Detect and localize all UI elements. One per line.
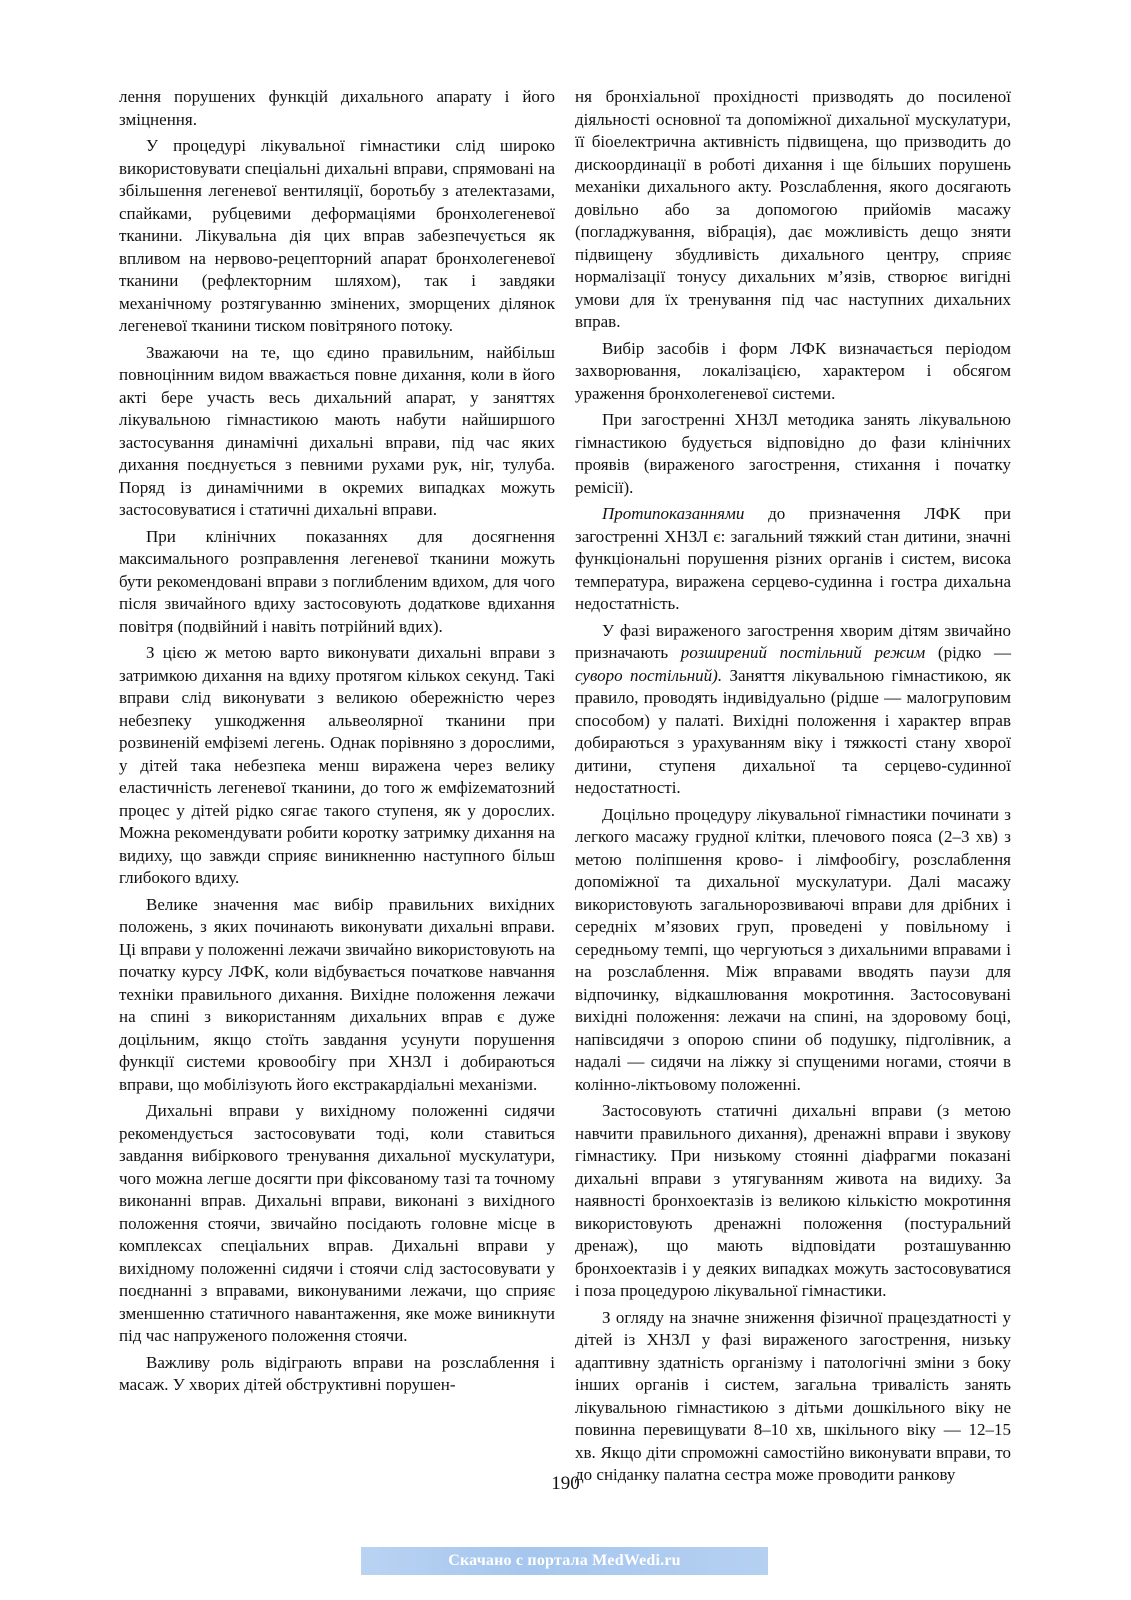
paragraph: ня бронхіальної прохідності призводять до посиленої діяльності основної та допоміжної дихальної мускулатури, її біоелектрична активність підвищена, що призводить до дискоординації в роботі дихання і ще більших порушень механіки дихального акту. Розслаблення, якого досягають довільно або за допомогою прийомів масажу (погладжування, вібрація), дає можливість дещо зняти підвищену збудливість дихального центру, сприяє нормалізації тонусу дихальних м’язів, створює вигідні умови для їх тренування під час наступних дихальних вправ. xyxy=(575,87,1011,331)
italic-term: розширений постільний режим xyxy=(680,643,926,662)
paragraph: лення порушених функцій дихального апарату і його зміцнення. xyxy=(119,87,555,129)
left-text-column xyxy=(119,86,555,1401)
paragraph-text: до призначення ЛФК при загостренні ХНЗЛ є: загальний тяжкий стан дитини, значні функціональні порушення різних органів і систем, висока температура, виражена серцево-судинна і гостра дихальна недостатність. xyxy=(575,504,1011,613)
paragraph xyxy=(575,503,1011,616)
paragraph xyxy=(575,620,1011,800)
paragraph: При загостренні ХНЗЛ методика занять лікувальною гімнастикою будується відповідно до фази клінічних проявів (вираженого загострення, стихання і початку ремісії). xyxy=(575,410,1011,497)
paragraph: Важливу роль відіграють вправи на розслаблення і масаж. У хворих дітей обструктивні порушен- xyxy=(119,1352,555,1394)
right-text-column xyxy=(575,86,1011,1491)
paragraph: Вибір засобів і форм ЛФК визначається періодом захворювання, локалізацією, характером і обсягом ураження бронхолегеневої системи. xyxy=(575,338,1011,403)
watermark-banner: Скачано с портала MedWedi.ru xyxy=(361,1547,768,1575)
paragraph: У процедурі лікувальної гімнастики слід широко використовувати спеціальні дихальні вправи, спрямовані на збільшення легеневої вентиляції, боротьбу з ателектазами, спайками, рубцевими деформаціями бронхолегеневої тканини. Лікувальна дія цих вправ забезпечується як впливом на нервово-рецепторний апарат бронхолегеневої тканини (рефлекторним шляхом), так і завдяки механічному розтягуванню змінених, зморщених ділянок легеневої тканини тиском повітряного потоку. xyxy=(119,136,555,335)
italic-term: суворо постільний). xyxy=(575,665,723,685)
paragraph: Велике значення має вибір правильних вихідних положень, з яких починають виконувати дихальні вправи. Ці вправи у положенні лежачи звичайно використовують на початку курсу ЛФК, коли відбувається початкове навчання техніки правильного дихання. Вихідне положення лежачи на спині з використанням дихальних вправ є дуже доцільним, якщо стоїть завдання усунути порушення функції системи кровообігу при ХНЗЛ і добираються вправи, що мобілізують його екстракардіальні механізми. xyxy=(119,894,555,1094)
italic-term: Протипоказаннями xyxy=(602,504,745,523)
paragraph: При клінічних показаннях для досягнення максимального розправлення легеневої тканини можуть бути рекомендовані вправи з поглибленим вдихом, для чого після звичайного вдиху застосовують додаткове вдихання повітря (подвійний і навіть потрійний вдих). xyxy=(119,526,555,636)
paragraph-text: (рідко — xyxy=(925,643,1011,662)
paragraph: Доцільно процедуру лікувальної гімнастики починати з легкого масажу грудної клітки, плечового пояса (2–3 хв) з метою поліпшення крово- і лімфообігу, розслаблення допоміжної та дихальної мускулатури. Далі масажу використовують загальнорозвиваючі вправи для дрібних і середніх м’язових груп, проведені у повільному і середньому темпі, що чергуються з дихальними вправами і на розслаблення. Між вправами вводять паузи для відпочинку, відкашлювання мокротиння. Застосовувані вихідні положення: лежачи на спині, на здоровому боці, напівсидячи з опорою спини об подушку, підголівник, а надалі — сидячи на ліжку зі спущеними ногами, стоячи в колінно-ліктьовому положенні. xyxy=(575,804,1011,1094)
paragraph: Зважаючи на те, що єдино правильним, найбільш повноцінним видом вважається повне дихання, коли в його акті бере участь весь дихальний апарат, у заняттях лікувальною гімнастикою мають набути найширшого застосування динамічні дихальні вправи, під час яких дихання поєднується з певними рухами рук, ніг, тулуба. Поряд із динамічними в окремих випадках можуть застосовуватися і статичні дихальні вправи. xyxy=(119,342,555,519)
paragraph: Застосовують статичні дихальні вправи (з метою навчити правильного дихання), дренажні вправи і звукову гімнастику. При низькому стоянні діафрагми показані дихальні вправи з утягуванням живота на видиху. За наявності бронхоектазів із великою кількістю мокротиння використовують дренажні положення (постуральний дренаж), що мають відповідати розташуванню бронхоектазів і у деяких випадках можуть застосовуватися і поза процедурою лікувальної гімнастики. xyxy=(575,1101,1011,1300)
paragraph: З цією ж метою варто виконувати дихальні вправи з затримкою дихання на вдиху протягом кількох секунд. Такі вправи слід виконувати з великою обережністю через небезпеку ушкодження альвеолярної тканини при розвиненій емфіземі легень. Однак порівняно з дорослими, у дітей така небезпека менш виражена через велику еластичність легеневої тканини, до того ж емфіzематозний процес у дітей рідко сягає такого ступеня, як у дорослих. Можна рекомендувати робити коротку затримку дихання на видиху, що завжди сприяє виникненню наступного більш глибокого вдиху. xyxy=(119,643,555,887)
paragraph: З огляду на значне зниження фізичної працездатності у дітей із ХНЗЛ у фазі вираженого загострення, низьку адаптивну здатність організму і патологічні зміни з боку інших органів і систем, загальна тривалість занять лікувальною гімнастикою з дітьми дошкільного віку не повинна перевищувати 8–10 хв, шкільного віку — 12–15 хв. Якщо діти спроможні самостійно виконувати вправи, то до сніданку палатна сестра може проводити ранкову xyxy=(575,1307,1011,1484)
page-number: 190 xyxy=(551,1473,580,1494)
paragraph-text: Заняття лікувальною гімнастикою, як правило, проводять індивідуально (рідше — малогруповим способом) у палаті. Вихідні положення і характер вправ добираються з урахуванням віку і тяжкості стану хворої дитини, ступеня дихальної та серцево-судинної недостатності. xyxy=(575,665,1011,797)
paragraph: Дихальні вправи у вихідному положенні сидячи рекомендується застосовувати тоді, коли ставиться завдання вибіркового тренування дихальної мускулатури, чого можна легше досягти при фіксованому тазі та точному виконанні вправ. Дихальні вправи, виконані з вихідного положення стоячи, звичайно посідають головне місце в комплексах спеціальних вправ. Дихальні вправи у вихідному положенні сидячи і стоячи слід застосовувати у поєднанні з вправами, виконуваними лежачи, що сприяє зменшенню статичного навантаження, яке може виникнути під час напруженого положення стоячи. xyxy=(119,1101,555,1345)
paragraph-text: У фазі вираженого загострення хворим дітям звичайно призначають xyxy=(575,620,1011,662)
